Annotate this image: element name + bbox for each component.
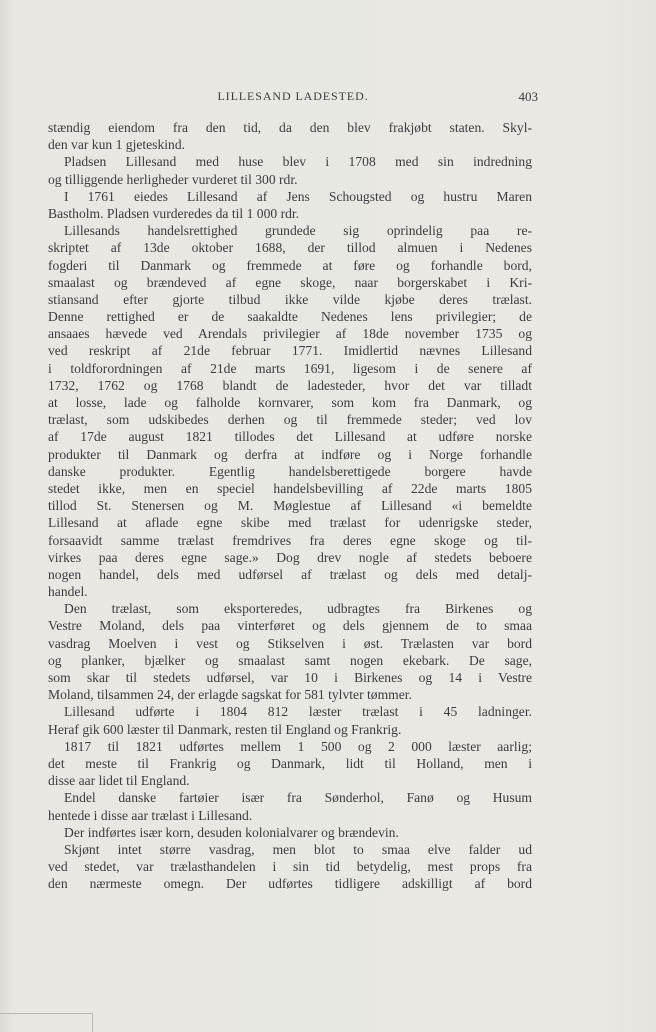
text-line: hentede i disse aar trælast i Lillesand. bbox=[48, 807, 253, 823]
text-line: stedet ikke, men en speciel handelsbevilling af 22de marts 1805 bbox=[48, 480, 532, 496]
text-line: den var kun 1 gjeteskind. bbox=[48, 137, 186, 153]
text-line: tillod St. Stenersen og M. Møglestue af Lillesand «i bemeldte bbox=[48, 498, 532, 514]
text-line: Vestre Moland, dels paa vinterføret og dels gjennem de to smaa bbox=[48, 618, 532, 634]
text-line: fogderi til Danmark og fremmede at føre og forhandle bord, bbox=[48, 257, 532, 273]
running-title: LILLESAND LADESTED. bbox=[217, 89, 369, 103]
text-line: i toldforordningen af 21de marts 1691, ligesom i de senere af bbox=[48, 360, 532, 376]
text-line: 1817 til 1821 udførtes mellem 1 500 og 2 000 læster aarlig; bbox=[64, 738, 532, 754]
text-line: virkes paa deres egne sage.» Dog drev nogle af stedets beboere bbox=[48, 549, 532, 565]
text-line: af 17de august 1821 tillodes det Lillesand at udføre norske bbox=[48, 429, 532, 445]
text-line: forsaavidt samme trælast fremdrives fra deres egne skoge og til- bbox=[48, 532, 532, 548]
text-line: Den trælast, som eksporteredes, udbragtes fra Birkenes og bbox=[64, 601, 532, 617]
text-line: I 1761 eiedes Lillesand af Jens Schougsted og hustru Maren bbox=[64, 188, 532, 204]
text-line: Endel danske fartøier især fra Sønderhol, Fanø og Husum bbox=[64, 790, 532, 806]
text-line: produkter til Danmark og derfra at indføre og i Norge forhandle bbox=[48, 446, 532, 462]
text-line: trælast, som udskibedes derhen og til fremmede steder; ved lov bbox=[48, 412, 532, 428]
page-number: 403 bbox=[518, 89, 538, 104]
text-line: skriptet af 13de oktober 1688, der tillod almuen i Nedenes bbox=[48, 240, 532, 256]
text-line: Der indførtes især korn, desuden kolonialvarer og brændevin. bbox=[64, 824, 399, 840]
text-line: som skar til stedets udførsel, var 10 i Birkenes og 14 i Vestre bbox=[48, 670, 532, 685]
page-edge-mark bbox=[0, 1013, 93, 1032]
text-line: og planker, bjælker og smaalast samt nogen ekebark. De sage, bbox=[48, 652, 532, 668]
text-line: Denne rettighed er de saakaldte Nedenes lens privilegier; de bbox=[48, 309, 532, 325]
text-line: 1732, 1762 og 1768 blandt de ladesteder, hvor det var tilladt bbox=[48, 377, 532, 393]
page-header bbox=[48, 89, 538, 107]
text-line: Bastholm. Pladsen vurderedes da til 1 000 rdr. bbox=[48, 205, 300, 221]
text-line: ved stedet, var trælasthandelen i sin tid betydelig, mest props fra bbox=[48, 859, 532, 875]
text-line: Lillesand udførte i 1804 812 læster trælast i 45 ladninger. bbox=[64, 704, 532, 720]
text-line: nogen handel, dels med udførsel af trælast og dels med detalj- bbox=[48, 566, 532, 582]
text-line: Pladsen Lillesand med huse blev i 1708 med sin indredning bbox=[64, 154, 532, 170]
text-line: disse aar lidet til England. bbox=[48, 773, 190, 789]
text-line: Moland, tilsammen 24, der erlagde sagskat for 581 tylvter tømmer. bbox=[48, 687, 412, 703]
text-line: Lillesands handelsrettighed grundede sig oprindelig paa re- bbox=[64, 223, 532, 239]
text-line: vasdrag Moelven i vest og Stikselven i øst. Trælasten var bord bbox=[48, 635, 532, 651]
text-line: det meste til Frankrig og Danmark, lidt til Holland, men i bbox=[48, 755, 532, 771]
text-line: den nærmeste omegn. Der udførtes tidligere adskilligt af bord bbox=[48, 876, 532, 892]
text-line: ved reskript af 21de februar 1771. Imidlertid nævnes Lillesand bbox=[48, 343, 532, 359]
text-line: Skjønt intet større vasdrag, men blot to smaa elve falder ud bbox=[64, 841, 532, 857]
text-line: stændig eiendom fra den tid, da den blev frakjøbt staten. Skyl- bbox=[48, 120, 532, 135]
text-line: danske produkter. Egentlig handelsberettigede borgere havde bbox=[48, 463, 532, 479]
body-text bbox=[48, 119, 532, 892]
text-line: Lillesand at aflade egne skibe med trælast for udenrigske steder, bbox=[48, 515, 532, 531]
text-line: handel. bbox=[48, 584, 88, 600]
text-line: og tilliggende herligheder vurderet til 300 rdr. bbox=[48, 171, 298, 187]
text-line: stiansand efter gjorte tilbud ikke vilde kjøbe deres trælast. bbox=[48, 291, 532, 307]
text-line: at losse, lade og falholde kornvarer, som kom fra Danmark, og bbox=[48, 395, 532, 410]
text-line: smaalast og brændeved af egne skoge, naar borgerskabet i Kri- bbox=[48, 274, 532, 290]
text-line: Heraf gik 600 læster til Danmark, resten til England og Frankrig. bbox=[48, 721, 402, 737]
text-line: ansaaes hævede ved Arendals privilegier af 18de november 1735 og bbox=[48, 326, 532, 342]
